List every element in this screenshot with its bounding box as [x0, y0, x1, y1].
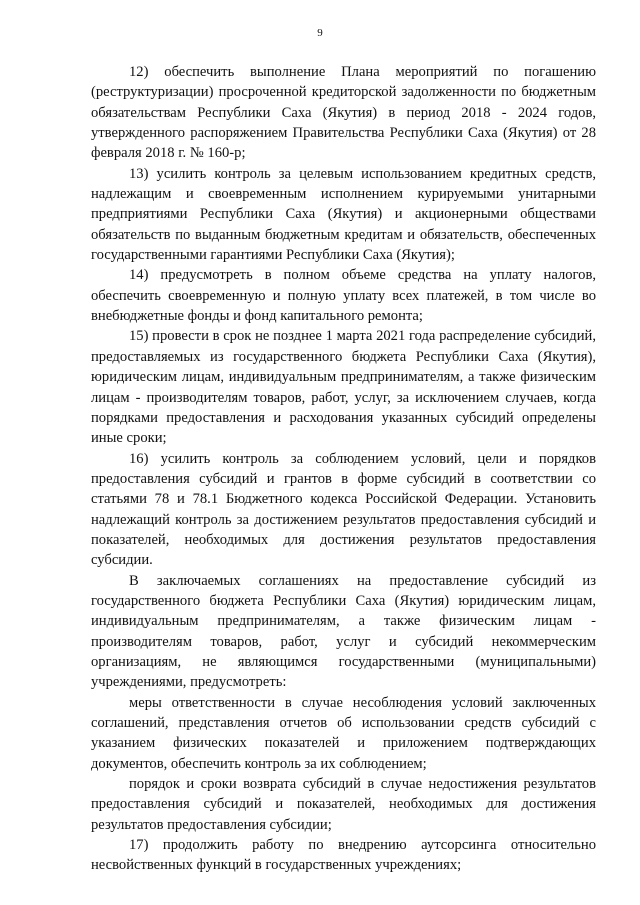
paragraph-agreements-intro: В заключаемых соглашениях на предоставление субсидий из государственного бюджета Республики Саха (Якутия) юридическим лицам, индивидуальным предпринимателям, а также физическим лицам - производителям товаров, работ, услуг и субсидий некоммерческим организациям, не являющимся государственными (муниципальными) учреждениями, предусмотреть: [91, 572, 596, 691]
paragraph-item-13: 13) усилить контроль за целевым использованием кредитных средств, надлежащим и своевременным исполнением курируемыми унитарными предприятиями Республики Саха (Якутия) и акционерными обществами обязательств по выданным бюджетным кредитам и обязательств, обеспеченных государственными гарантиями Республики Саха (Якутия); [91, 165, 596, 264]
paragraph-item-17: 17) продолжить работу по внедрению аутсорсинга относительно несвойственных функций в государственных учреждениях; [91, 837, 596, 874]
paragraph-refund-procedure: порядок и сроки возврата субсидий в случае недостижения результатов предоставления субсидий и показателей, необходимых для достижения результатов предоставления субсидии; [91, 776, 596, 833]
paragraph-item-15: 15) провести в срок не позднее 1 марта 2021 года распределение субсидий, предоставляемых из государственного бюджета Республики Саха (Якутия), юридическим лицам, индивидуальным предпринимателям, а также физическим лицам - производителям товаров, работ, услуг, за исключением случаев, когда порядками предоставления и расходования указанных субсидий определены иные сроки; [91, 328, 596, 447]
paragraph-item-16: 16) усилить контроль за соблюдением условий, цели и порядков предоставления субсидий и грантов в форме субсидий в соответствии со статьями 78 и 78.1 Бюджетного кодекса Российской Федерации. Установить надлежащий контроль за достижением результатов предоставления субсидий и показателей, необходимых для достижения результатов предоставления субсидии. [91, 450, 596, 569]
document-body [91, 62, 596, 876]
page-number: 9 [317, 27, 323, 39]
paragraph-item-14: 14) предусмотреть в полном объеме средства на уплату налогов, обеспечить своевременную и полную уплату всех платежей, в том числе во внебюджетные фонды и фонд капитального ремонта; [91, 267, 596, 325]
paragraph-liability-measures: меры ответственности в случае несоблюдения условий заключенных соглашений, представления отчетов об использовании средств субсидий с указанием физических показателей и приложением подтверждающих документов, обеспечить контроль за их соблюдением; [91, 694, 596, 772]
paragraph-item-12: 12) обеспечить выполнение Плана мероприятий по погашению (реструктуризации) просроченной кредиторской задолженности по бюджетным обязательствам Республики Саха (Якутия) в период 2018 - 2024 годов, утвержденного распоряжением Правительства Республики Саха (Якутия) от 28 февраля 2018 г. № 160-р; [91, 64, 596, 162]
